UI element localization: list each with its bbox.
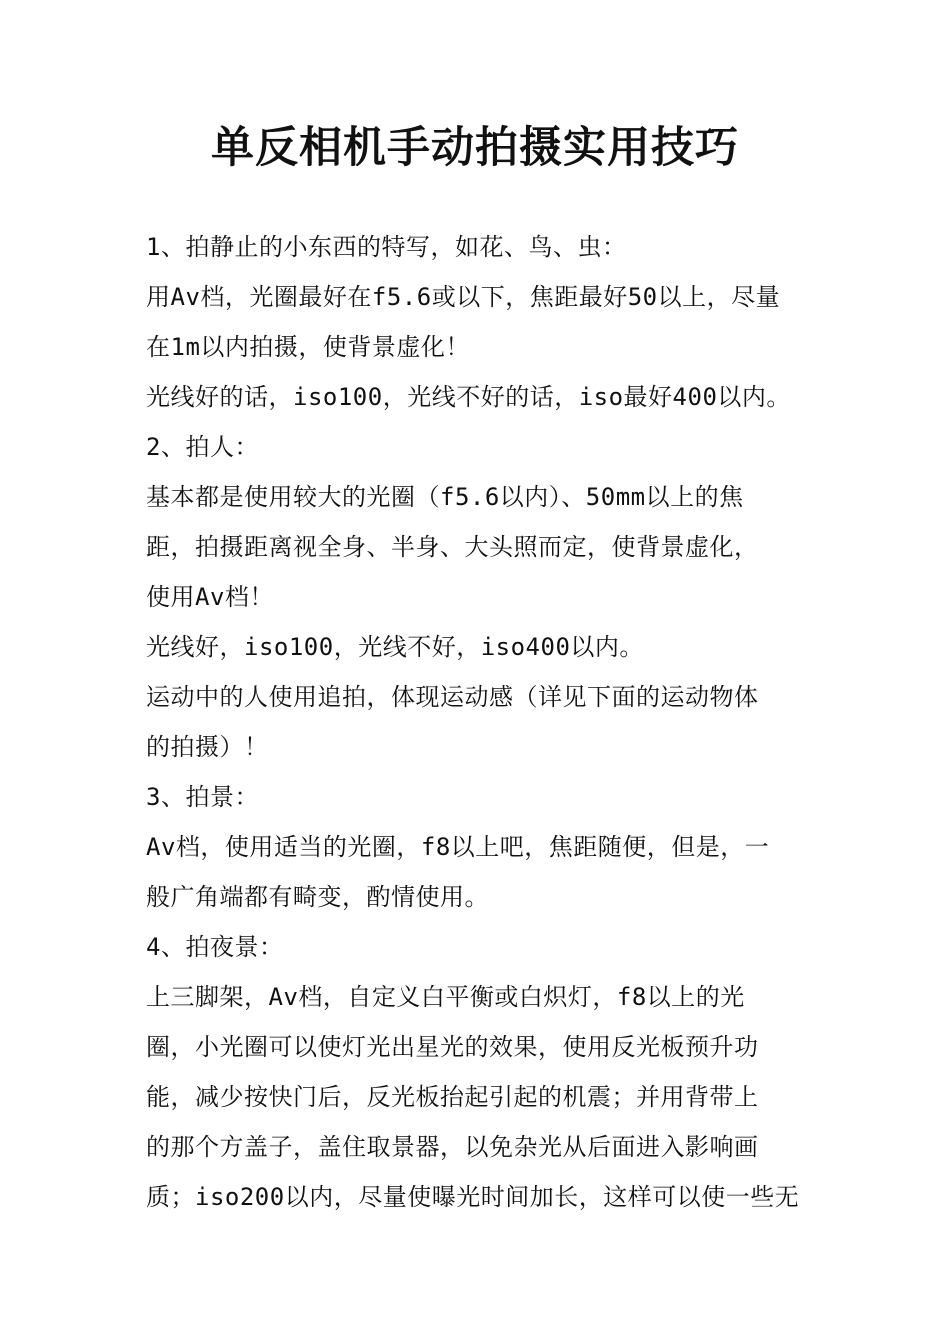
body-line: 用Av档，光圈最好在f5.6或以下，焦距最好50以上，尽量 <box>146 283 781 311</box>
body-line: 质；iso200以内，尽量使曝光时间加长，这样可以使一些无 <box>146 1183 800 1211</box>
body-line: 在1m以内拍摄，使背景虚化！ <box>146 333 470 361</box>
section-heading-2: 2、拍人： <box>146 433 259 461</box>
body-line: 能，减少按快门后，反光板抬起引起的机震；并用背带上 <box>146 1083 759 1111</box>
body-line: 基本都是使用较大的光圈（f5.6以内）、50mm以上的焦 <box>146 483 744 511</box>
body-line: Av档，使用适当的光圈，f8以上吧，焦距随便，但是，一 <box>146 833 770 861</box>
body-line: 距，拍摄距离视全身、半身、大头照而定，使背景虚化， <box>146 533 759 561</box>
body-line: 上三脚架，Av档，自定义白平衡或白炽灯，f8以上的光 <box>146 983 745 1011</box>
body-line: 运动中的人使用追拍，体现运动感（详见下面的运动物体 <box>146 683 759 711</box>
body-line: 的拍摄）！ <box>146 733 269 761</box>
body-line: 圈，小光圈可以使灯光出星光的效果，使用反光板预升功 <box>146 1033 759 1061</box>
section-heading-4: 4、拍夜景： <box>146 933 284 961</box>
body-line: 光线好的话，iso100，光线不好的话，iso最好400以内。 <box>146 383 791 411</box>
body-line: 般广角端都有畸变，酌情使用。 <box>146 883 489 911</box>
body-line: 光线好，iso100，光线不好，iso400以内。 <box>146 633 644 661</box>
document-title: 单反相机手动拍摄实用技巧 <box>211 123 739 173</box>
section-heading-3: 3、拍景： <box>146 783 259 811</box>
section-heading-1: 1、拍静止的小东西的特写，如花、鸟、虫： <box>146 233 627 261</box>
document-body <box>146 222 816 1222</box>
body-line: 的那个方盖子，盖住取景器，以免杂光从后面进入影响画 <box>146 1133 759 1161</box>
body-line: 使用Av档！ <box>146 583 274 611</box>
